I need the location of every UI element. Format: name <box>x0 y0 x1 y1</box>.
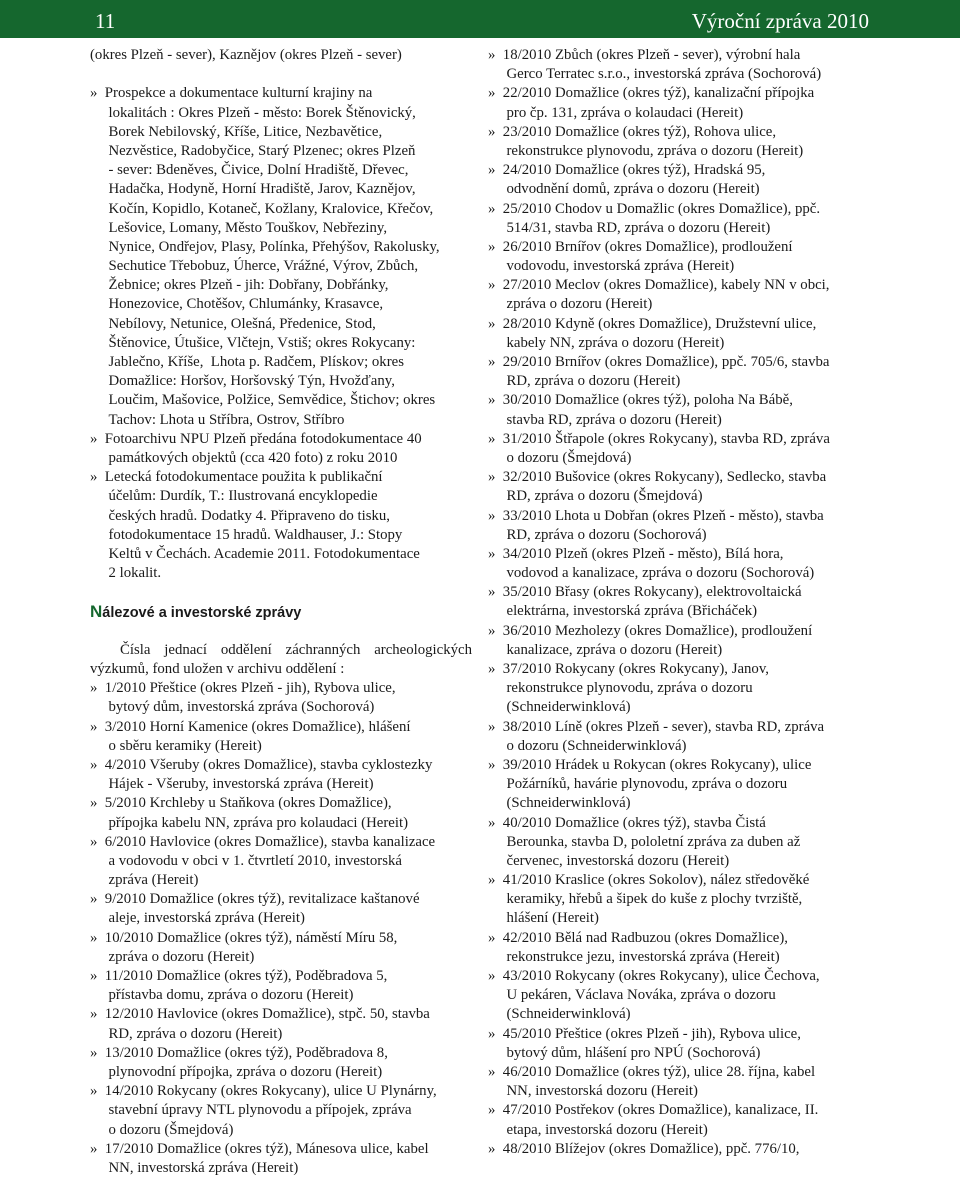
list-item-first-line: » 41/2010 Kraslice (okres Sokolov), nález středověké <box>488 872 810 889</box>
list-item-first-line: » 14/2010 Rokycany (okres Rokycany), ulice U Plynárny, <box>90 1083 437 1100</box>
list-item-first-line: » 47/2010 Postřekov (okres Domažlice), kanalizace, II. <box>488 1102 819 1119</box>
list-item <box>90 1082 472 1140</box>
list-item-line: Keltů v Čechách. Academie 2011. Fotodokumentace <box>90 545 420 562</box>
list-item-line: Borek Nebilovský, Kříše, Litice, Nezbavětice, <box>90 123 383 140</box>
list-item-line: zpráva o dozoru (Hereit) <box>90 948 255 965</box>
list-item <box>90 1005 472 1043</box>
list-item-line: (Schneiderwinklová) <box>488 795 631 812</box>
list-item-first-line: » 1/2010 Přeštice (okres Plzeň - jih), Rybova ulice, <box>90 680 396 697</box>
list-item-first-line: » 35/2010 Břasy (okres Rokycany), elektrovoltaická <box>488 584 802 601</box>
list-item-first-line: » 29/2010 Brnířov (okres Domažlice), ppč. 705/6, stavba <box>488 354 830 370</box>
list-item-line: (Schneiderwinklová) <box>488 699 631 716</box>
list-item-first-line: » Fotoarchivu NPU Plzeň předána fotodokumentace 40 <box>90 430 422 447</box>
list-item <box>488 391 870 429</box>
list-item <box>90 84 472 429</box>
list-item-first-line: » 11/2010 Domažlice (okres týž), Poděbradova 5, <box>90 968 388 985</box>
list-item-first-line: » 39/2010 Hrádek u Rokycan (okres Rokycany), ulice <box>488 756 812 773</box>
list-item <box>90 679 472 717</box>
list-item-first-line: » 10/2010 Domažlice (okres týž), náměstí Míru 58, <box>90 929 398 946</box>
list-item-line: elektrárna, investorská zpráva (Břicháček) <box>488 603 758 620</box>
list-item <box>488 622 870 660</box>
list-item-first-line: » 43/2010 Rokycany (okres Rokycany), ulice Čechova, <box>488 968 820 984</box>
section-heading <box>90 602 472 621</box>
list-item-line: rekonstrukce jezu, investorská zpráva (Hereit) <box>488 948 780 965</box>
list-item-line: RD, zpráva o dozoru (Šmejdová) <box>488 488 703 505</box>
list-item-line: bytový dům, investorská zpráva (Sochorová) <box>90 699 375 716</box>
list-item-first-line: » 23/2010 Domažlice (okres týž), Rohova ulice, <box>488 123 777 140</box>
list-item <box>488 315 870 353</box>
list-item-line: stavební úpravy NTL plynovodu a přípojek, zpráva <box>90 1102 412 1119</box>
list-item-first-line: » 5/2010 Krchleby u Staňkova (okres Domažlice), <box>90 795 392 812</box>
list-item-first-line: » 46/2010 Domažlice (okres týž), ulice 28. října, kabel <box>488 1063 816 1080</box>
list-item-first-line: » 45/2010 Přeštice (okres Plzeň - jih), Rybova ulice, <box>488 1025 801 1042</box>
list-item-line: Kočín, Kopidlo, Kotaneč, Kožlany, Kralovice, Křečov, <box>90 200 434 217</box>
list-item <box>90 794 472 832</box>
list-item-line: plynovodní přípojka, zpráva o dozoru (Hereit) <box>90 1063 383 1080</box>
reports-list-left <box>90 679 472 1178</box>
list-item-line: Hadačka, Hodyně, Horní Hradiště, Jarov, Kaznějov, <box>90 181 416 198</box>
list-item-line: vodovodu, investorská zpráva (Hereit) <box>488 258 735 275</box>
list-item-line: Gerco Terratec s.r.o., investorská zpráva (Sochorová) <box>488 66 822 83</box>
list-item <box>488 430 870 468</box>
list-item-first-line: » 13/2010 Domažlice (okres týž), Poděbradova 8, <box>90 1044 388 1061</box>
list-item <box>488 238 870 276</box>
list-item-line: Tachov: Lhota u Stříbra, Ostrov, Stříbro <box>90 411 345 428</box>
list-item-first-line: » 48/2010 Blížejov (okres Domažlice), ppč. 776/10, <box>488 1140 800 1157</box>
list-item <box>488 1063 870 1101</box>
list-item-first-line: » 22/2010 Domažlice (okres týž), kanalizační přípojka <box>488 85 815 102</box>
list-item-first-line: » 4/2010 Všeruby (okres Domažlice), stavba cyklostezky <box>90 756 433 773</box>
list-item-line: stavba RD, zpráva o dozoru (Hereit) <box>488 411 722 428</box>
heading-rest: álezové a investorské zprávy <box>102 605 302 622</box>
list-item-line: kanalizace, zpráva o dozoru (Hereit) <box>488 641 723 658</box>
list-item-line: NN, investorská zpráva (Hereit) <box>90 1159 299 1176</box>
list-item-line: lokalitách : Okres Plzeň - město: Borek Štěnovický, <box>90 104 416 121</box>
list-item-line: Domažlice: Horšov, Horšovský Týn, Hvožďany, <box>90 373 395 390</box>
list-item-first-line: » 18/2010 Zbůch (okres Plzeň - sever), výrobní hala <box>488 47 801 63</box>
list-item-first-line: » 9/2010 Domažlice (okres týž), revitalizace kaštanové <box>90 891 420 908</box>
list-item-line: NN, investorská dozoru (Hereit) <box>488 1083 698 1100</box>
list-item-first-line: » 37/2010 Rokycany (okres Rokycany), Janov, <box>488 661 769 677</box>
list-item <box>488 660 870 718</box>
list-item <box>488 1140 870 1159</box>
list-item-line: zpráva (Hereit) <box>90 872 199 889</box>
left-column <box>90 46 472 1178</box>
list-item <box>90 890 472 928</box>
list-item <box>90 718 472 756</box>
list-item-line: aleje, investorská zpráva (Hereit) <box>90 910 305 927</box>
heading-initial: N <box>90 602 103 622</box>
list-item-line: pro čp. 131, zpráva o kolaudaci (Hereit) <box>488 104 744 121</box>
list-item <box>488 46 870 84</box>
list-item-line: Jablečno, Kříše, Lhota p. Radčem, Plískov; okres <box>90 354 404 370</box>
list-item-line: Nezvěstice, Radobyčice, Starý Plzenec; okres Plzeň <box>90 142 416 159</box>
list-item-line: etapa, investorská dozoru (Hereit) <box>488 1121 708 1138</box>
list-item <box>90 929 472 967</box>
list-item-line: Požárníků, havárie plynovodu, zpráva o dozoru <box>488 776 788 793</box>
list-item <box>488 583 870 621</box>
list-item-first-line: » 24/2010 Domažlice (okres týž), Hradská 95, <box>488 162 766 179</box>
continuation-line: (okres Plzeň - sever), Kaznějov (okres Plzeň - sever) <box>90 47 402 63</box>
list-item-first-line: » 28/2010 Kdyně (okres Domažlice), Družstevní ulice, <box>488 315 817 332</box>
list-item-line: odvodnění domů, zpráva o dozoru (Hereit) <box>488 181 760 198</box>
list-item <box>90 468 472 583</box>
list-item-line: RD, zpráva o dozoru (Sochorová) <box>488 526 707 543</box>
list-item-line: přístavba domu, zpráva o dozoru (Hereit) <box>90 987 354 1004</box>
list-item <box>488 507 870 545</box>
list-item-line: Berounka, stavba D, pololetní zpráva za duben až <box>488 833 801 850</box>
list-item-line: zpráva o dozoru (Hereit) <box>488 296 653 313</box>
list-item-line: keramiky, hřebů a šipek do kuše z plochy tvrziště, <box>488 891 803 908</box>
list-item-first-line: » 40/2010 Domažlice (okres týž), stavba Čistá <box>488 814 766 831</box>
list-item-line: Žebnice; okres Plzeň - jih: Dobřany, Dobřánky, <box>90 277 389 294</box>
list-item-line: U pekáren, Václava Nováka, zpráva o dozoru <box>488 987 776 1004</box>
list-item <box>488 468 870 506</box>
list-item-line: o dozoru (Šmejdová) <box>90 1121 234 1138</box>
list-item-line: - sever: Bdeněves, Čivice, Dolní Hradiště, Dřevec, <box>90 162 409 179</box>
list-item-line: Loučim, Mašovice, Polžice, Semvědice, Štichov; okres <box>90 392 436 409</box>
list-item-line: fotodokumentace 15 hradů. Waldhauser, J.: Stopy <box>90 526 403 543</box>
list-item-line: Honezovice, Chotěšov, Chlumánky, Krasavce, <box>90 296 384 313</box>
list-item-first-line: » 27/2010 Meclov (okres Domažlice), kabely NN v obci, <box>488 277 830 294</box>
list-item-first-line: » 33/2010 Lhota u Dobřan (okres Plzeň - město), stavba <box>488 507 824 524</box>
list-item-first-line: » 34/2010 Plzeň (okres Plzeň - město), Bílá hora, <box>488 545 784 562</box>
list-item <box>90 1140 472 1178</box>
list-item-line: Lešovice, Lomany, Město Touškov, Nebřeziny, <box>90 219 388 236</box>
list-item-line: bytový dům, hlášení pro NPÚ (Sochorová) <box>488 1044 761 1061</box>
list-item <box>488 1101 870 1139</box>
list-item <box>90 430 472 468</box>
list-item-line: rekonstrukce plynovodu, zpráva o dozoru <box>488 680 753 697</box>
list-item-line: Hájek - Všeruby, investorská zpráva (Hereit) <box>90 776 374 793</box>
list-item-line: účelům: Durdík, T.: Ilustrovaná encyklopedie <box>90 488 378 505</box>
list-item-line: RD, zpráva o dozoru (Hereit) <box>488 373 681 390</box>
list-item-first-line: » Letecká fotodokumentace použita k publikační <box>90 469 383 486</box>
list-item-first-line: » 25/2010 Chodov u Domažlic (okres Domažlice), ppč. <box>488 200 821 217</box>
list-item-line: o dozoru (Schneiderwinklová) <box>488 737 687 754</box>
list-item <box>488 123 870 161</box>
list-item-line: o dozoru (Šmejdová) <box>488 449 632 466</box>
list-item <box>488 871 870 929</box>
list-item-first-line: » 38/2010 Líně (okres Plzeň - sever), stavba RD, zpráva <box>488 718 825 735</box>
intro-paragraph: Čísla jednací oddělení záchranných archeologických výzkumů, fond uložen v archivu oddělení : <box>90 641 472 678</box>
list-item <box>488 276 870 314</box>
list-item <box>488 756 870 814</box>
list-item <box>488 161 870 199</box>
list-item-line: a vodovodu v obci v 1. čtvrtletí 2010, investorská <box>90 852 402 869</box>
list-item-first-line: » 17/2010 Domažlice (okres týž), Mánesova ulice, kabel <box>90 1140 429 1157</box>
page-header <box>0 0 960 38</box>
list-item <box>90 756 472 794</box>
list-item-line: Sechutice Třebobuz, Úherce, Vrážné, Výrov, Zbůch, <box>90 258 419 275</box>
list-item-line: 2 lokalit. <box>90 565 162 582</box>
report-title: Výroční zpráva 2010 <box>691 9 869 33</box>
list-item-line: 514/31, stavba RD, zpráva o dozoru (Hereit) <box>488 219 771 236</box>
list-item-first-line: » 30/2010 Domažlice (okres týž), poloha Na Bábě, <box>488 392 793 409</box>
list-item-line: hlášení (Hereit) <box>488 910 599 927</box>
page-number: 11 <box>95 9 116 33</box>
list-item <box>488 200 870 238</box>
list-item <box>488 545 870 583</box>
list-item-first-line: » 3/2010 Horní Kamenice (okres Domažlice), hlášení <box>90 718 411 735</box>
list-item <box>90 833 472 891</box>
list-item <box>488 929 870 967</box>
list-item-line: Nebílovy, Netunice, Olešná, Předenice, Stod, <box>90 315 376 332</box>
list-item <box>488 814 870 872</box>
list-item-line: červenec, investorská dozoru (Hereit) <box>488 852 730 869</box>
list-item <box>488 967 870 1025</box>
list-item-line: RD, zpráva o dozoru (Hereit) <box>90 1025 283 1042</box>
list-item-line: rekonstrukce plynovodu, zpráva o dozoru (Hereit) <box>488 142 804 159</box>
list-item-line: přípojka kabelu NN, zpráva pro kolaudaci (Hereit) <box>90 814 409 831</box>
list-item-first-line: » 42/2010 Bělá nad Radbuzou (okres Domažlice), <box>488 929 788 946</box>
list-item-first-line: » 12/2010 Havlovice (okres Domažlice), stpč. 50, stavba <box>90 1006 430 1023</box>
list-item-line: památkových objektů (cca 420 foto) z roku 2010 <box>90 449 398 466</box>
activities-list <box>90 84 472 583</box>
list-item <box>488 718 870 756</box>
list-item-line: českých hradů. Dodatky 4. Připraveno do tisku, <box>90 507 390 524</box>
list-item-first-line: » Prospekce a dokumentace kulturní krajiny na <box>90 85 373 102</box>
list-item <box>90 967 472 1005</box>
reports-list-right <box>488 46 870 1159</box>
list-item-first-line: » 6/2010 Havlovice (okres Domažlice), stavba kanalizace <box>90 833 436 850</box>
list-item-line: o sběru keramiky (Hereit) <box>90 737 262 754</box>
list-item <box>488 1025 870 1063</box>
list-item <box>90 1044 472 1082</box>
list-item-line: vodovod a kanalizace, zpráva o dozoru (Sochorová) <box>488 565 815 582</box>
list-item-line: (Schneiderwinklová) <box>488 1006 631 1023</box>
list-item-line: Nynice, Ondřejov, Plasy, Polínka, Přehýšov, Rakolusky, <box>90 238 440 255</box>
list-item-first-line: » 32/2010 Bušovice (okres Rokycany), Sedlecko, stavba <box>488 469 827 486</box>
list-item-line: kabely NN, zpráva o dozoru (Hereit) <box>488 334 725 351</box>
list-item <box>488 353 870 391</box>
list-item-first-line: » 31/2010 Štřapole (okres Rokycany), stavba RD, zpráva <box>488 430 830 447</box>
list-item-line: Štěnovice, Útušice, Vlčtejn, Vstiš; okres Rokycany: <box>90 334 416 351</box>
right-column <box>488 46 870 1159</box>
list-item-first-line: » 26/2010 Brnířov (okres Domažlice), prodloužení <box>488 238 793 255</box>
list-item-first-line: » 36/2010 Mezholezy (okres Domažlice), prodloužení <box>488 622 813 639</box>
list-item <box>488 84 870 122</box>
